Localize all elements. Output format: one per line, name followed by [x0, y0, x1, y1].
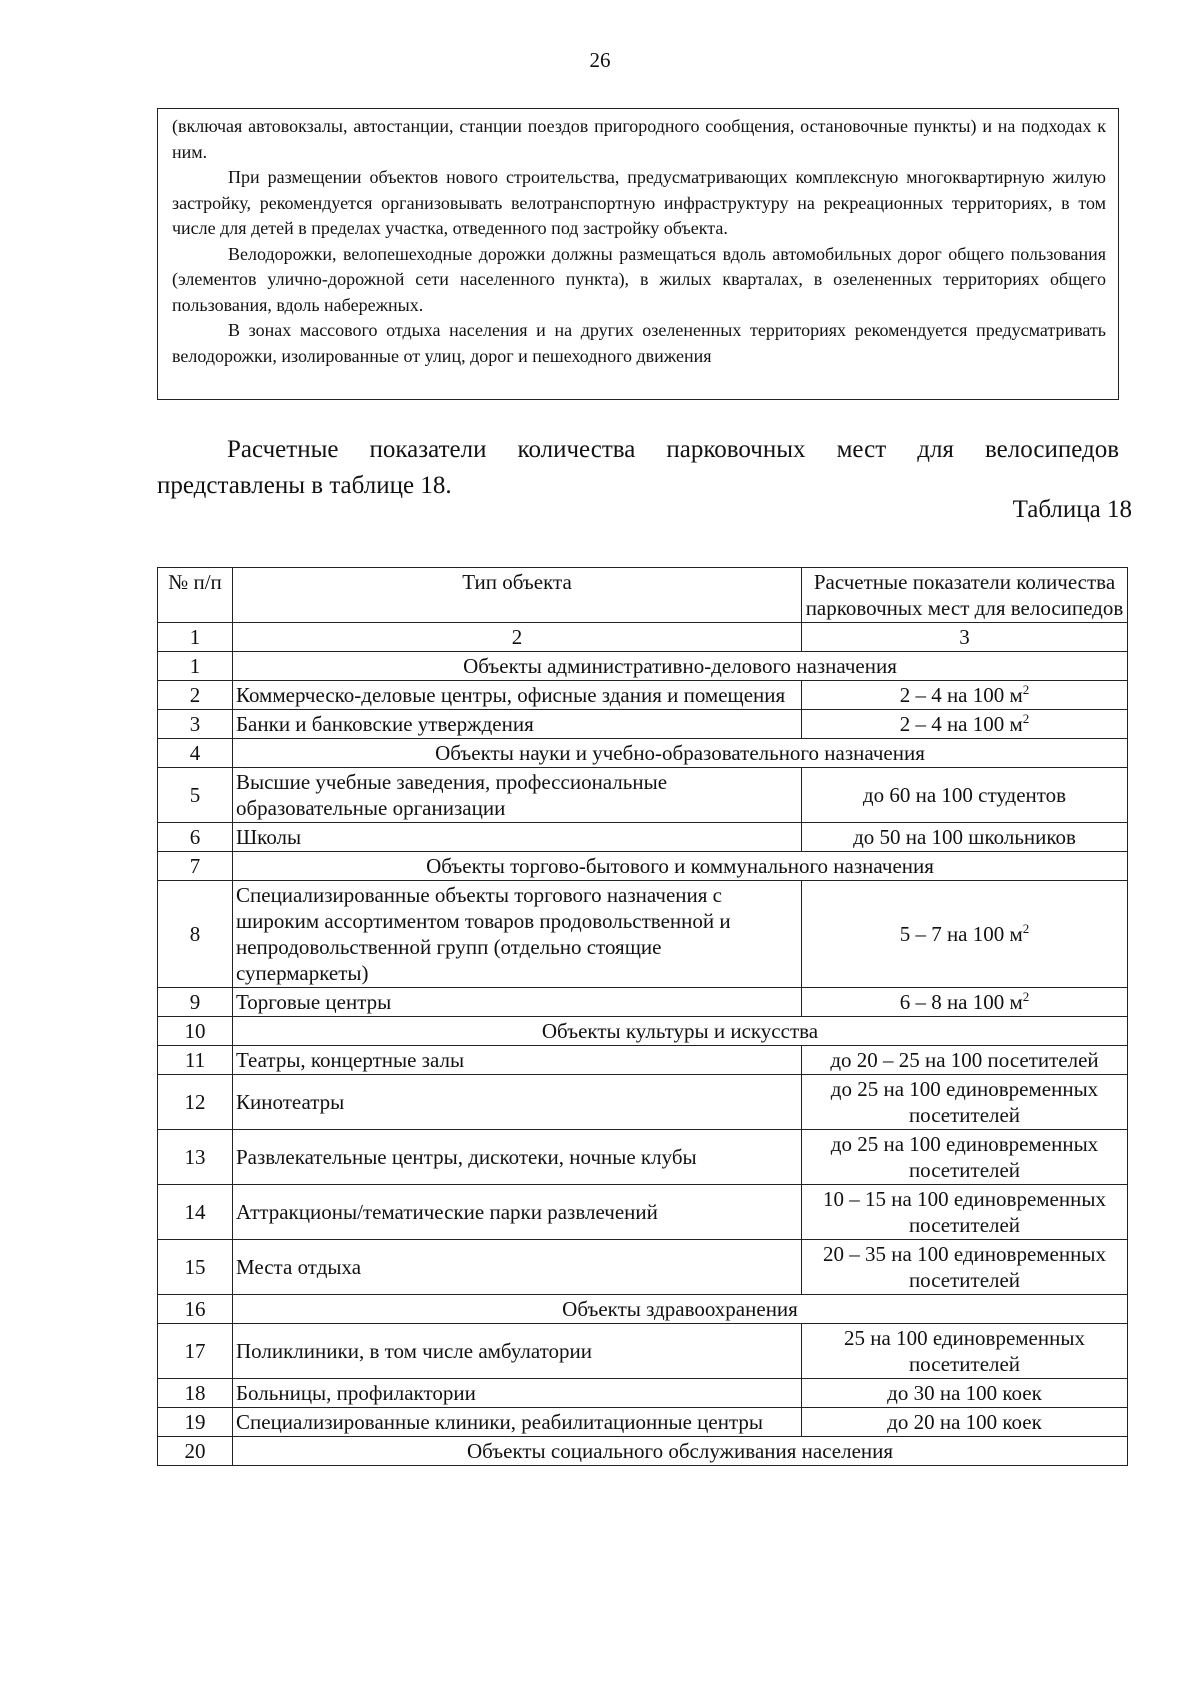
section-title: Объекты культуры и искусства: [233, 1017, 1128, 1046]
row-number: 5: [158, 768, 233, 823]
table-row: [158, 1185, 1128, 1240]
section-title: Объекты здравоохранения: [233, 1295, 1128, 1324]
table-row: [158, 881, 1128, 988]
row-number: 20: [158, 1437, 233, 1466]
row-number: 9: [158, 988, 233, 1017]
object-type-cell: Специализированные объекты торгового назначения с широким ассортиментом товаров продовольственной и непродовольственной групп (отдельно стоящие супермаркеты): [233, 881, 802, 988]
table-title: Таблица 18: [1012, 496, 1132, 523]
parking-indicator-cell: [802, 768, 1128, 823]
section-row: [158, 852, 1128, 881]
row-number: 8: [158, 881, 233, 988]
unit-superscript: 2: [1022, 989, 1030, 1004]
boxed-paragraph: В зонах массового отдыха населения и на других озелененных территориях рекомендуется предусматривать велодорожки, изолированные от улиц, дорог и пешеходного движения: [172, 320, 1106, 366]
object-type-cell: Развлекательные центры, дискотеки, ночные клубы: [233, 1130, 802, 1185]
parking-indicator-cell: [802, 710, 1128, 739]
parking-indicator-cell: [802, 988, 1128, 1017]
row-number: 4: [158, 739, 233, 768]
row-number: 6: [158, 823, 233, 852]
unit-superscript: 2: [1022, 711, 1030, 726]
table-row: [158, 1379, 1128, 1408]
section-title: Объекты социального обслуживания населения: [233, 1437, 1128, 1466]
table-row: [158, 1240, 1128, 1295]
table-header-row: [158, 568, 1128, 623]
object-type-cell: Школы: [233, 823, 802, 852]
column-number-row: [158, 623, 1128, 652]
object-type-cell: Банки и банковские утверждения: [233, 710, 802, 739]
parking-indicator-value: до 25 на 100 единовременных посетителей: [830, 1077, 1099, 1127]
section-row: [158, 1437, 1128, 1466]
object-type-cell: Коммерческо-деловые центры, офисные здания и помещения: [233, 681, 802, 710]
table-row: [158, 1324, 1128, 1379]
row-number: 13: [158, 1130, 233, 1185]
table-row: [158, 1408, 1128, 1437]
unit-superscript: 2: [1022, 921, 1030, 936]
table-row: [158, 1075, 1128, 1130]
boxed-paragraph: (включая автовокзалы, автостанции, станции поездов пригородного сообщения, остановочные пункты) и на подходах к ним.: [172, 116, 1106, 162]
unit-superscript: 2: [1022, 682, 1030, 697]
section-title: Объекты науки и учебно-образовательного назначения: [233, 739, 1128, 768]
table-row: [158, 823, 1128, 852]
object-type-cell: Театры, концертные залы: [233, 1046, 802, 1075]
row-number: 16: [158, 1295, 233, 1324]
boxed-text-block: [157, 108, 1119, 400]
row-number: 3: [158, 710, 233, 739]
column-number: 2: [233, 623, 802, 652]
object-type-cell: Специализированные клиники, реабилитационные центры: [233, 1408, 802, 1437]
object-type-cell: Больницы, профилактории: [233, 1379, 802, 1408]
table-row: [158, 710, 1128, 739]
section-row: [158, 1295, 1128, 1324]
table-row: [158, 768, 1128, 823]
row-number: 15: [158, 1240, 233, 1295]
column-number: 1: [158, 623, 233, 652]
parking-indicator-cell: [802, 1408, 1128, 1437]
table-row: [158, 1130, 1128, 1185]
parking-indicator-cell: [802, 1379, 1128, 1408]
header-parking-indicator: Расчетные показатели количества парковочных мест для велосипедов: [802, 568, 1128, 623]
section-title: Объекты торгово-бытового и коммунального назначения: [233, 852, 1128, 881]
parking-indicator-value: 6 – 8 на 100 м: [899, 990, 1023, 1014]
bicycle-parking-table: [157, 567, 1128, 1466]
row-number: 7: [158, 852, 233, 881]
object-type-cell: Места отдыха: [233, 1240, 802, 1295]
parking-indicator-value: до 60 на 100 студентов: [862, 783, 1067, 807]
parking-indicator-cell: [802, 1075, 1128, 1130]
object-type-cell: Кинотеатры: [233, 1075, 802, 1130]
object-type-cell: Торговые центры: [233, 988, 802, 1017]
boxed-paragraph: Велодорожки, велопешеходные дорожки должны размещаться вдоль автомобильных дорог общего пользования (элементов улично-дорожной сети населенного пункта), в жилых кварталах, в озелененных территориях общего пользования, вдоль набережных.: [172, 243, 1106, 315]
parking-indicator-value: до 20 – 25 на 100 посетителей: [830, 1048, 1099, 1072]
row-number: 12: [158, 1075, 233, 1130]
parking-indicator-value: до 30 на 100 коек: [887, 1381, 1042, 1405]
parking-indicator-value: 5 – 7 на 100 м: [899, 922, 1023, 946]
table-row: [158, 681, 1128, 710]
parking-indicator-value: 20 – 35 на 100 единовременных посетителей: [823, 1242, 1106, 1292]
object-type-cell: Поликлиники, в том числе амбулатории: [233, 1324, 802, 1379]
row-number: 11: [158, 1046, 233, 1075]
parking-indicator-value: до 20 на 100 коек: [887, 1410, 1042, 1434]
column-number: 3: [802, 623, 1128, 652]
header-number: № п/п: [158, 568, 233, 623]
row-number: 10: [158, 1017, 233, 1046]
parking-indicator-cell: [802, 1185, 1128, 1240]
parking-indicator-cell: [802, 881, 1128, 988]
parking-indicator-cell: [802, 681, 1128, 710]
row-number: 19: [158, 1408, 233, 1437]
row-number: 18: [158, 1379, 233, 1408]
parking-indicator-value: 10 – 15 на 100 единовременных посетителей: [823, 1187, 1106, 1237]
boxed-paragraph: При размещении объектов нового строительства, предусматривающих комплексную многоквартирную жилую застройку, рекомендуется организовывать велотранспортную инфраструктуру на рекреационных территориях, в том числе для детей в пределах участка, отведенного под застройку объекта.: [172, 167, 1106, 238]
header-object-type: Тип объекта: [233, 568, 802, 623]
table-row: [158, 1046, 1128, 1075]
parking-indicator-value: 2 – 4 на 100 м: [899, 712, 1023, 736]
parking-indicator-cell: [802, 1240, 1128, 1295]
parking-indicator-value: до 25 на 100 единовременных посетителей: [830, 1132, 1099, 1182]
parking-indicator-cell: [802, 823, 1128, 852]
parking-indicator-cell: [802, 1324, 1128, 1379]
row-number: 1: [158, 652, 233, 681]
parking-indicator-value: 25 на 100 единовременных посетителей: [844, 1326, 1085, 1376]
object-type-cell: Высшие учебные заведения, профессиональные образовательные организации: [233, 768, 802, 823]
parking-indicator-value: 2 – 4 на 100 м: [899, 683, 1023, 707]
section-row: [158, 1017, 1128, 1046]
parking-indicator-cell: [802, 1046, 1128, 1075]
object-type-cell: Аттракционы/тематические парки развлечений: [233, 1185, 802, 1240]
section-row: [158, 652, 1128, 681]
page-number: 26: [589, 48, 611, 72]
row-number: 2: [158, 681, 233, 710]
parking-indicator-cell: [802, 1130, 1128, 1185]
parking-indicator-value: до 50 на 100 школьников: [853, 825, 1076, 849]
section-title: Объекты административно-делового назначения: [233, 652, 1128, 681]
row-number: 17: [158, 1324, 233, 1379]
row-number: 14: [158, 1185, 233, 1240]
intro-paragraph: Расчетные показатели количества парковочных мест для велосипедов представлены в таблице 18.: [157, 436, 1119, 499]
table-row: [158, 988, 1128, 1017]
section-row: [158, 739, 1128, 768]
